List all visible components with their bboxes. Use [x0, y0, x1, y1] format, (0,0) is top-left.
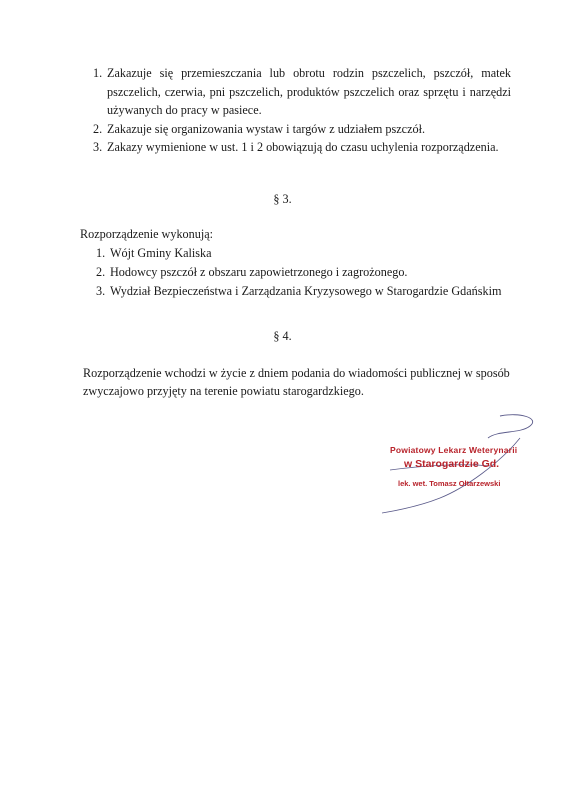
item-number: 3. [93, 140, 103, 154]
item-text: Hodowcy pszczół z obszaru zapowietrzonego i zagrożonego. [110, 265, 408, 279]
stamp-city: w Starogardzie Gd. [404, 458, 500, 470]
item-number: 3. [96, 284, 106, 298]
section-heading-3: § 3. [273, 192, 292, 206]
list-item [96, 244, 506, 263]
final-paragraph: Rozporządzenie wchodzi w życie z dniem podania do wiadomości publicznej w sposób zwyczajowo przyjęty na terenie powiatu starogardzkiego. [83, 366, 510, 398]
stamp-signatory: lek. wet. Tomasz Ołtarzewski [398, 479, 501, 488]
item-text: Zakazuje się organizowania wystaw i targów z udziałem pszczół. [107, 121, 425, 136]
list-item [93, 64, 511, 120]
prohibitions-list [93, 64, 511, 157]
item-number: 1. [93, 66, 103, 80]
item-number: 2. [96, 265, 106, 279]
item-text: Wójt Gminy Kaliska [110, 246, 212, 260]
item-number: 2. [93, 121, 103, 136]
stamp-office: Powiatowy Lekarz Weterynarii [390, 445, 518, 455]
list-item [93, 120, 511, 139]
item-text: Zakazy wymienione w ust. 1 i 2 obowiązują do czasu uchylenia rozporządzenia. [107, 140, 499, 154]
section-heading-4: § 4. [273, 329, 292, 343]
list-item [96, 263, 506, 282]
item-number: 1. [96, 246, 106, 260]
item-text: Wydział Bezpieczeństwa i Zarządzania Kryzysowego w Starogardzie Gdańskim [110, 284, 502, 298]
list-item [96, 282, 506, 301]
item-text: Zakazuje się przemieszczania lub obrotu rodzin pszczelich, pszczół, matek pszczelich, czerwia, pni pszczelich, produktów pszczelich oraz sprzętu i narzędzi używanych do pracy w pasiece. [107, 66, 511, 117]
executors-list [96, 244, 506, 301]
list-item [93, 138, 511, 157]
executors-intro: Rozporządzenie wykonują: [80, 227, 213, 241]
